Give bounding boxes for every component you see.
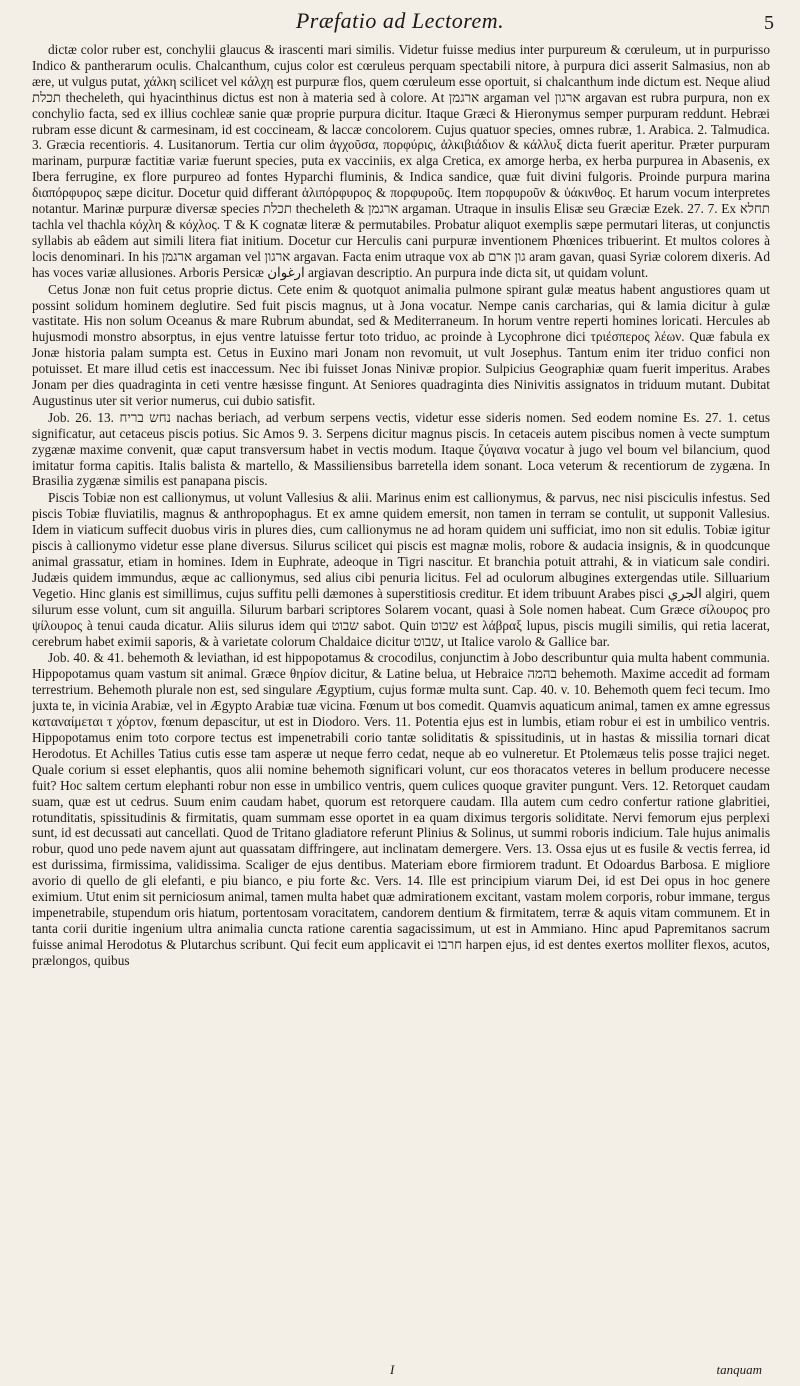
paragraph-cetus-jonae: Cetus Jonæ non fuit cetus proprie dictus. Cete enim & quotquot animalia pulmone spirant gulæ meatus habent angustiores quam ut possint solidum hominem deglutire. Sed fuit piscis magnus, ut à Jona vocatur. Nempe canis carcharias, qui & lamia dicitur à gulæ vastitate. His non solum Oceanus & mare Rubrum abundat, sed & Mediterraneum. In horum ventre reperti homines loricati. Hercules ab hujusmodi monstro absorptus, in ejus ventre latuisse fertur toto triduo, ac proinde à Lycophrone dici τριέσπερος λέων. Quæ fabula ex Jonæ historia palam sumpta est. Cetus in Euxino mari Jonam non revomuit, ut vult Josephus. Tantum enim iter triduo confici non potuisset. Et mare illud cetis est inaccessum. Nec ibi fuisset Jonas Ninivæ propior. Sulpicius Geographiæ quam fuerit imperitus. Arabes Jonam per dies quadraginta in ceti ventre hæsisse fingunt. At Seniores quadraginta dies Ninivitis assignatos in triduum mutant. Dubitat Augustinus uter sit verior numerus, cui dubio satisfit. bbox=[32, 281, 770, 408]
paragraph-piscis-tobiae: Piscis Tobiæ non est callionymus, ut volunt Vallesius & alii. Marinus enim est callionymus, & parvus, nec nisi pisciculis infestus. Sed piscis Tobiæ fluviatilis, magnus & anthropophagus. Et ex amne quidem emersit, non tamen in terram se contulit, ut supponit Vallesius. Idem in viaticum suffecit duobus viris in plures dies, cum callionymus ne ad horam quidem uni sufficiat, imo non sit edulis. Tobiæ igitur piscis à callionymo videtur esse plane diversus. Silurus scilicet qui piscis est magnæ molis, robore & audacia insignis, & in quodcunque animal grassatur, etiam in homines. Idem in Euphrate, adeoque in Tigri nascitur. Et branchia potuit attrahi, & in viaticum sale condiri. Judæis quidem immundus, æque ac callionymus, sed alius cibi penuria licitus. Fel ad oculorum albugines extergendas utile. Silluarium Vegetio. Hinc glanis est simillimus, cujus suffitu pelli dæmones à superstitiosis creditur. Et idem tribuunt Arabes pisci الجري algiri, quem silurum esse volunt, cum sit anguilla. Silurum barbari scriptores Solarem vocant, quasi à Sole nomen habeat. Cum Græce σίλουρος pro ψίλουρος à tenui cauda dicatur. Aliis silurus idem qui שבוט sabot. Quin שבוט est λάβραξ lupus, piscis mugili similis, qui retia lacerat, cerebrum habet eximii saporis, & à varietate colorum Chaldaice dicitur שבוט, ut Italice varolo & Gallice bar. bbox=[32, 490, 770, 649]
signature-mark: I bbox=[390, 1362, 395, 1377]
paragraph-purpura: dictæ color ruber est, conchylii glaucus & irascenti mari similis. Videtur fuisse medius inter purpureum & cœruleum, ut in purpurisso Indico & pantherarum oculis. Chalcanthum, cujus color est cœruleus perquam spectabili nitore, à purpura dici asserit Salmasius, non ab ære, ut vulgus putat, χάλκη scilicet vel κάλχη est purpuræ flos, quem cœruleum esse oportuit, si chalcanthum inde dictum est. Neque aliud תכלת thecheleth, qui hyacinthinus dictus est non à materia sed à colore. At ארגמן argaman vel ארגון argavan est rubra purpura, non ex conchylio facta, sed ex illius cochleæ sanie quæ proprie purpura dicitur. Itaque Græci & Hieronymus semper purpuram reddunt. Hebræi rubram esse dicunt & carmesinam, id est coccineam, & laccæ concolorem. Cujus quatuor species, omnes rubræ, 1. Arabica. 2. Talmudica. 3. Græcia recentioris. 4. Lusitanorum. Tertia cur olim ἀγχοῦσα, πορφύρις, ἀλκιβιάδιον & κάλλυξ dicta fuerit aperitur. Præter purpuram marinam, purpuræ factitiæ variæ fuerunt species, puta ex vacciniis, ex alga Cretica, ex amorge herba, ex herba purpurea in Abasenis, ex Ibera ferrugine, ex flore purpureo ad fontes Hyparchi fluminis, & Indica sandice, quæ fuit divini fulgoris. Proinde purpura marina διαπόρφυρος sæpe dicitur. Docetur quid differant ἁλιπόρφυρος & πορφυροῦς. Item πορφυροῦν & ὑάκινθος. Et harum vocum interpretes notantur. Marinæ purpuræ diversæ species תכלת thecheleth & ארגמן argaman. Utraque in insulis Elisæ seu Græciæ Ezek. 27. 7. Ex תחלא tachla vel thachla κόχλη & κόχλος. T & K cognatæ literæ & permutabiles. Probatur aliquot exemplis sæpe permutari literas, ut conjunctis syllabis ab eâdem aut simili litera fiat initium. Docetur cur Herculis cani purpuræ inventionem Phœnices tribuerint. Et multos colores à locis denominari. In his ארגמן argaman vel ארגון argavan. Facta enim utraque vox ab גון ארם aram gavan, quasi Syriæ colorem dixeris. Ad has voces variæ allusiones. Arboris Persicæ ارغوان argiavan descriptio. An purpura inde dicta sit, ut quidam volunt. bbox=[32, 42, 770, 280]
page-number: 5 bbox=[764, 12, 774, 34]
page-header bbox=[0, 6, 800, 42]
catchword: tanquam bbox=[716, 1362, 762, 1377]
paragraph-behemoth: Job. 40. & 41. behemoth & leviathan, id est hippopotamus & crocodilus, conjunctim à Jobo describuntur quia multa habent communia. Hippopotamus quam vastum sit animal. Græce θηρίον dicitur, & Latine belua, ut Hebraice בהמה behemoth. Maxime accedit ad formam terrestrium. Behemoth plurale non est, sed singulare Ægyptium, cujus formæ multa sunt. Cap. 40. v. 10. Behemoth quem feci tecum. Imo juxta te, in vicinia Arabiæ, vel in Ægypto Arabiæ tuæ vicina. Fœnum ut bos comedit. Quamvis aquaticum animal, tamen ex amne egressus καταναίμεται τ χόρτον, fœnum depascitur, ut est in Diodoro. Vers. 11. Potentia ejus est in lumbis, etiam robur ei est in umbilico ventris. Hippopotamus enim toto corpore tectus est impenetrabili corio tantæ soliditatis & spissitudinis, ut in hastas & missilia tornari dicat Herodotus. Et Achilles Tatius cutis esse tam asperæ ut neque ferro cedat, neque ab eo vulneretur. Et Ptolemæus telis posse trajici neget. Quale corium si esset elephantis, quos alii nomine behemoth significari volunt, cur eos thoracatos veteres in bellum producere necesse fuit? Hoc saltem certum elephanti robur non esse in umbilico ventris, quem culices quoque graviter pungunt. Vers. 12. Retorquet caudam suam, quæ est ut cedrus. Suum enim caudam habet, quorum est retorquere caudam. Illa autem cum cedro confertur ratione glabritiei, rotunditatis, spissitudinis & firmitatis, quam summam esse oportet in ea quam diximus tergoris soliditate. Nervi femorum ejus perplexi sunt, id est decussati aut cancellati. Quod de Tritano gladiatore referunt Plinius & Solinus, ut summi roboris indicium. Tale hujus animalis robur, quod uno pede navem ajunt aut quassatam diffringere, aut inclinatam demergere. Vers. 13. Ossa ejus ut es fusile & vectis ferrea, id est durissima, firmissima, validissima. Scaliger de ejus dentibus. Materiam ebore firmiorem tradunt. Et Odoardus Barbosa. E migliore avorio di quello de gli elefanti, e piu bianco, e piu forte &c. Vers. 14. Ille est principium viarum Dei, id est Dei opus in hoc genere eximium. Utut enim sit perniciosum animal, tamen multa habet quæ admirationem excitant, vastam molem corporis, robur immane, tergus impenetrabile, stupendum oris hiatum, portentosam voracitatem, candorem dentium & firmitatem, terræ & aquis vitam communem. Et in tanta corii duritie ingenium ultra animalia cuncta ratione carentia sagacissimum, ut est in Ammiano. Hinc apud Papremitanos sacrum fuisse animal Herodotus & Plutarchus scribunt. Qui fecit eum applicavit ei חרבו harpen ejus, id est dentes exertos molliter flexos, acutos, prælongos, quibus bbox=[32, 650, 770, 968]
body-text bbox=[32, 42, 770, 1372]
paragraph-zygaena: Job. 26. 13. נחש בריח nachas beriach, ad verbum serpens vectis, videtur esse sideris nomen. Sed eodem nomine Es. 27. 1. cetus significatur, aut cetaceus piscis potius. Sic Amos 9. 3. Serpens dicitur magnus piscis. In cetaceis autem piscibus nomen à vecte sumptum zygænæ maxime convenit, quæ caput transversum habet in vectis modum. Itaque ζύγαινα vocatur à jugo vel boum vel bilancium, quod imitatur forma capitis. Italis balista & martello, & Massiliensibus barretella idem sonant. Loca veterum & recentiorum de zygæna. In Brasilia zygænæ similis est panapana piscis. bbox=[32, 409, 770, 489]
running-title: Præfatio ad Lectorem. bbox=[295, 8, 505, 33]
